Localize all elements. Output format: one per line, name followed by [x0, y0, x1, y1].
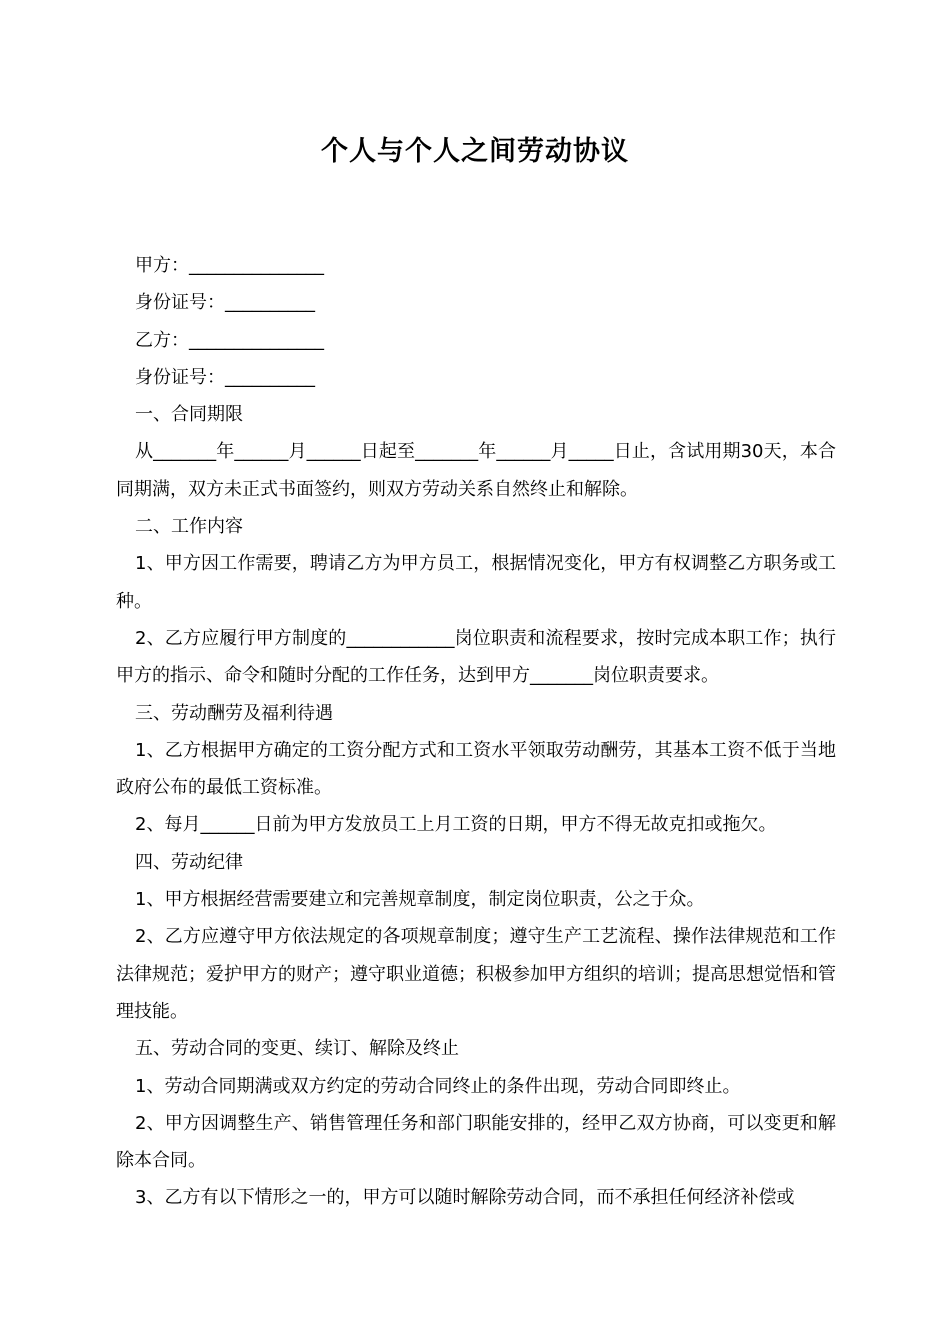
paragraph-discipline-2: 2、乙方应遵守甲方依法规定的各项规章制度；遵守生产工艺流程、操作法律规范和工作法律规范；爱护甲方的财产；遵守职业道德；积极参加甲方组织的培训；提高思想觉悟和管理技能。 [116, 926, 836, 1022]
paragraph-pay-2: 2、每月______日前为甲方发放员工上月工资的日期，甲方不得无故克扣或拖欠。 [135, 814, 777, 836]
party-b-id-line: 身份证号：__________ [135, 366, 315, 388]
paragraph-discipline-1: 1、甲方根据经营需要建立和完善规章制度，制定岗位职责，公之于众。 [135, 889, 705, 911]
section-heading-work: 二、工作内容 [135, 516, 243, 538]
section-heading-pay: 三、劳动酬劳及福利待遇 [135, 702, 333, 724]
party-b-line: 乙方：_______________ [135, 329, 324, 351]
section-heading-term: 一、合同期限 [135, 404, 243, 426]
section-heading-changes: 五、劳动合同的变更、续订、解除及终止 [135, 1038, 459, 1060]
section-heading-discipline: 四、劳动纪律 [135, 851, 243, 873]
paragraph-pay-1: 1、乙方根据甲方确定的工资分配方式和工资水平领取劳动酬劳，其基本工资不低于当地政府公布的最低工资标准。 [116, 739, 836, 799]
paragraph-term: 从_______年______月______日起至_______年______月_____日止，含试用期30天，本合同期满，双方未正式书面签约，则双方劳动关系自然终止和解除。 [116, 441, 836, 500]
paragraph-work-1: 1、甲方因工作需要，聘请乙方为甲方员工，根据情况变化，甲方有权调整乙方职务或工种。 [116, 553, 836, 612]
paragraph-changes-3: 3、乙方有以下情形之一的，甲方可以随时解除劳动合同，而不承担任何经济补偿或 [135, 1187, 795, 1209]
party-a-line: 甲方：_______________ [135, 255, 324, 276]
document-body [116, 247, 836, 1217]
document-title: 个人与个人之间劳动协议 [321, 136, 629, 167]
party-a-id-line: 身份证号：__________ [135, 292, 315, 314]
paragraph-changes-1: 1、劳动合同期满或双方约定的劳动合同终止的条件出现，劳动合同即终止。 [135, 1075, 741, 1097]
paragraph-work-2: 2、乙方应履行甲方制度的____________岗位职责和流程要求，按时完成本职工作；执行甲方的指示、命令和随时分配的工作任务，达到甲方_______岗位职责要求。 [116, 627, 836, 687]
paragraph-changes-2: 2、甲方因调整生产、销售管理任务和部门职能安排的，经甲乙双方协商，可以变更和解除本合同。 [116, 1112, 836, 1172]
